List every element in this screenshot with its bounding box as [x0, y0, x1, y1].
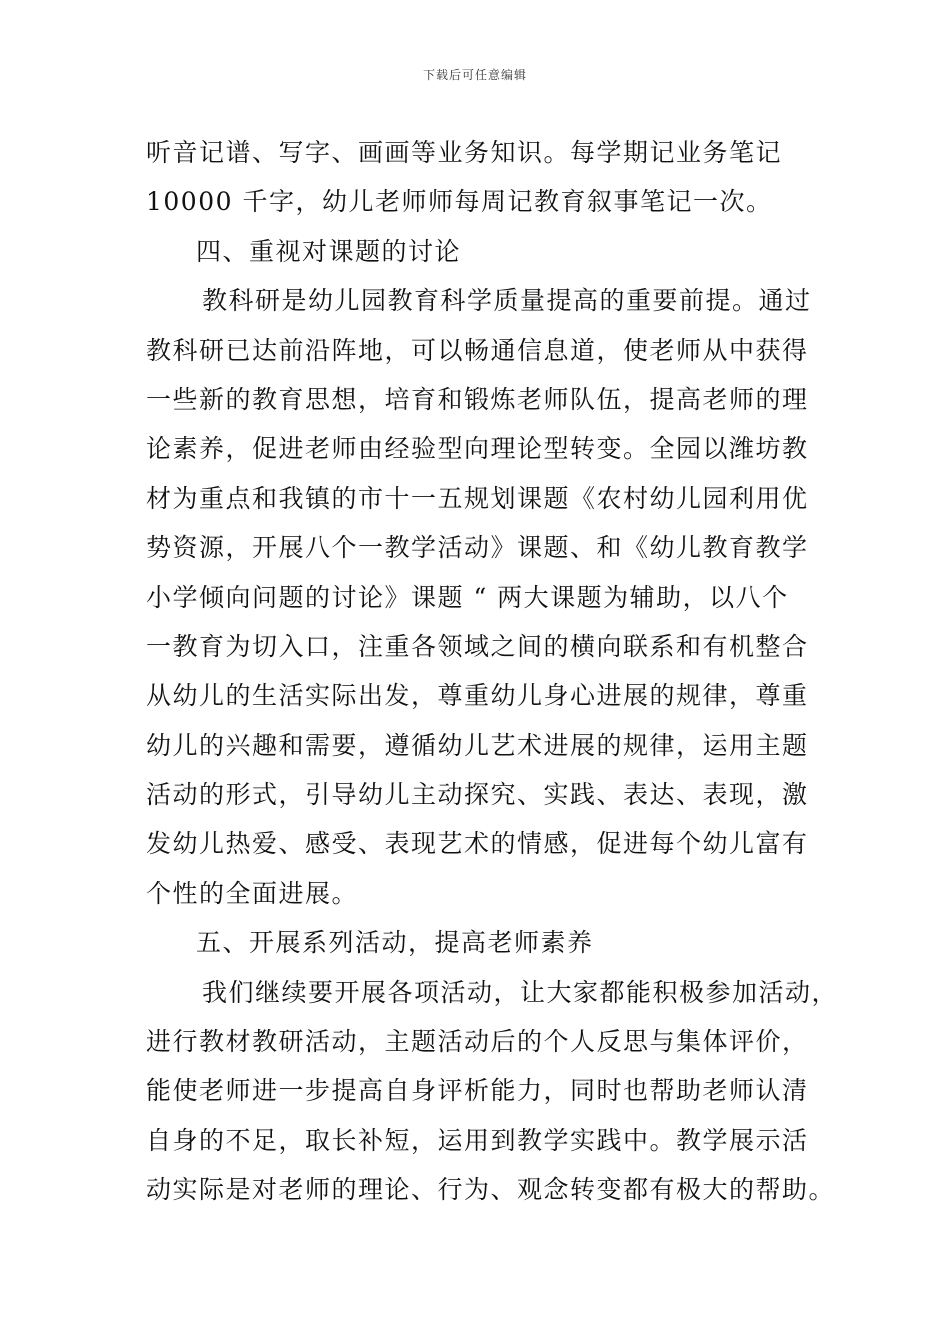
paragraph-first-line: 教科研是幼儿园教育科学质量提高的重要前提。通过 [202, 286, 812, 316]
text-line: 10000 千字，幼儿老师师每周记教育叙事笔记一次。 [146, 187, 773, 217]
text-line: 发幼儿热爱、感受、表现艺术的情感，促进每个幼儿富有 [146, 829, 809, 859]
section-heading-5: 五、开展系列活动，提高老师素养 [196, 928, 594, 958]
text-line: 进行教材教研活动，主题活动后的个人反思与集体评价， [146, 1027, 809, 1057]
section-heading-4: 四、重视对课题的讨论 [196, 236, 462, 266]
text-line: 从幼儿的生活实际出发，尊重幼儿身心进展的规律，尊重 [146, 681, 809, 711]
page-header: 下载后可任意编辑 [422, 68, 527, 82]
text-line: 自身的不足，取长补短，运用到教学实践中。教学展示活 [146, 1125, 809, 1155]
document-body [146, 128, 846, 1215]
text-line: 一教育为切入口，注重各领域之间的横向联系和有机整合 [146, 631, 809, 661]
text-line: 能使老师进一步提高自身评析能力，同时也帮助老师认清 [146, 1076, 809, 1106]
text-line: 教科研已达前沿阵地，可以畅通信息道，使老师从中获得 [146, 335, 809, 365]
paragraph-first-line: 我们继续要开展各项活动，让大家都能积极参加活动， [202, 977, 839, 1007]
text-line: 活动的形式，引导幼儿主动探究、实践、表达、表现，激 [146, 780, 809, 810]
text-line: 个性的全面进展。 [146, 878, 359, 908]
text-line: 论素养，促进老师由经验型向理论型转变。全园以潍坊教 [146, 434, 809, 464]
text-line: 动实际是对老师的理论、行为、观念转变都有极大的帮助。 [146, 1175, 836, 1205]
text-line: 材为重点和我镇的市十一五规划课题《农村幼儿园利用优 [146, 483, 809, 513]
text-line: 一些新的教育思想，培育和锻炼老师队伍，提高老师的理 [146, 384, 809, 414]
text-line: 听音记谱、写字、画画等业务知识。每学期记业务笔记 [146, 138, 783, 167]
text-line: 小学倾向问题的讨论》课题 “ 两大课题为辅助，以八个 [146, 582, 789, 612]
text-line: 幼儿的兴趣和需要，遵循幼儿艺术进展的规律，运用主题 [146, 730, 809, 760]
text-line: 势资源，开展八个一教学活动》课题、和《幼儿教育教学 [146, 533, 809, 563]
